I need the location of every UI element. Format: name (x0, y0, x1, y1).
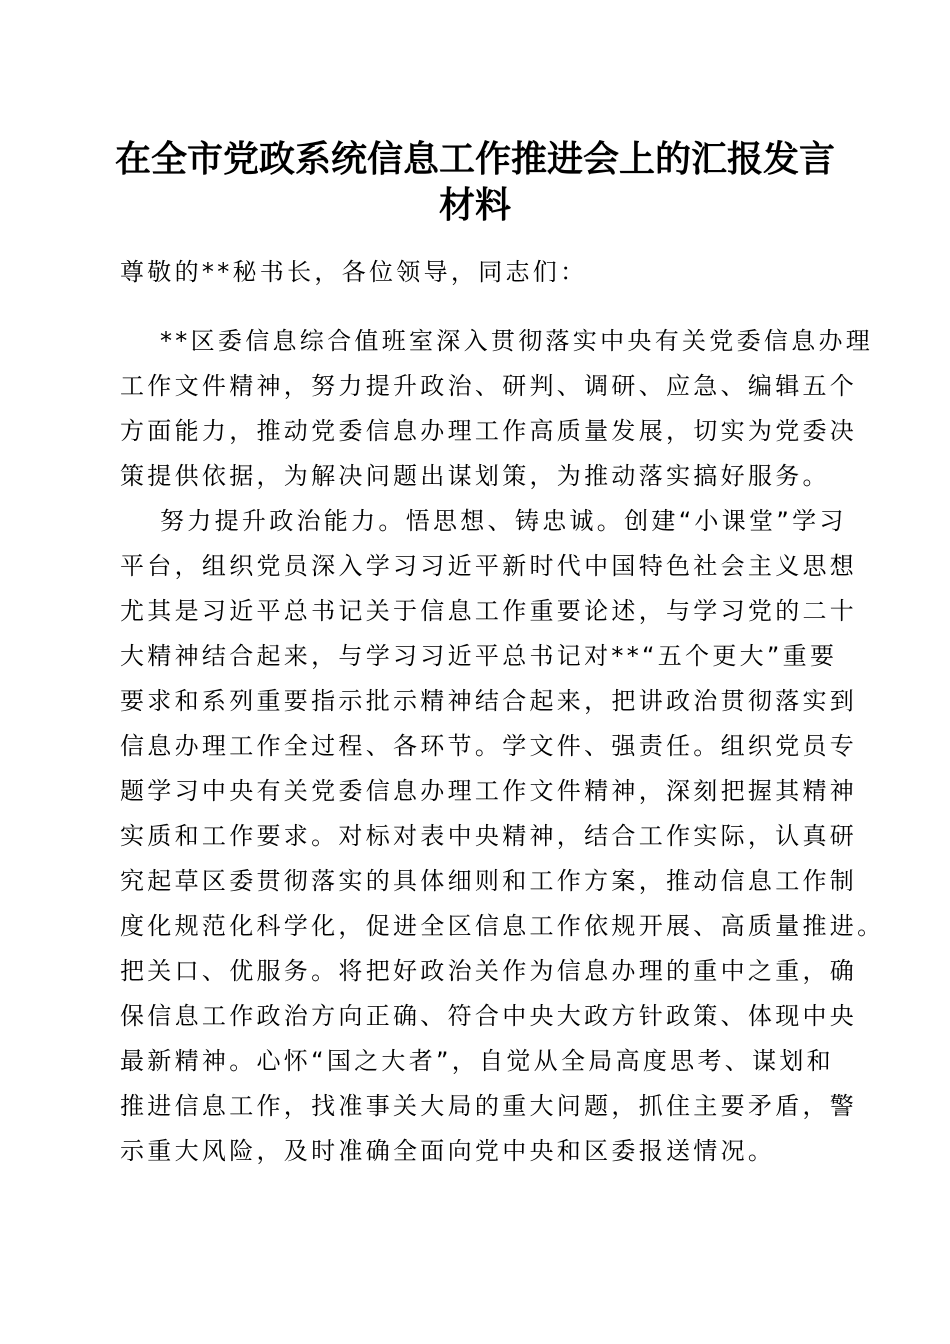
body-line: 方面能力，推动党委信息办理工作高质量发展，切实为党委决 (120, 417, 858, 445)
body-line: 策提供依据，为解决问题出谋划策，为推动落实搞好服务。 (120, 462, 830, 490)
body-line: 信息办理工作全过程、各环节。学文件、强责任。组织党员专 (120, 732, 858, 760)
document-title-line-2: 材料 (438, 184, 511, 226)
body-line: 推进信息工作，找准事关大局的重大问题，抓住主要矛盾，警 (120, 1092, 858, 1120)
document-title-line-1: 在全市党政系统信息工作推进会上的汇报发言 (114, 138, 835, 180)
body-line: 大精神结合起来，与学习习近平总书记对**“五个更大”重要 (120, 642, 838, 670)
body-line: 保信息工作政治方向正确、符合中央大政方针政策、体现中央 (120, 1002, 858, 1030)
body-line: 尤其是习近平总书记关于信息工作重要论述，与学习党的二十 (120, 597, 858, 625)
body-line: 把关口、优服务。将把好政治关作为信息办理的重中之重，确 (120, 957, 858, 985)
body-line: 要求和系列重要指示批示精神结合起来，把讲政治贯彻落实到 (120, 687, 858, 715)
body-line: **区委信息综合值班室深入贯彻落实中央有关党委信息办理 (160, 327, 874, 355)
body-line: 题学习中央有关党委信息办理工作文件精神，深刻把握其精神 (120, 777, 858, 805)
body-line: 示重大风险，及时准确全面向党中央和区委报送情况。 (120, 1137, 776, 1165)
body-line: 实质和工作要求。对标对表中央精神，结合工作实际，认真研 (120, 822, 858, 850)
body-line: 度化规范化科学化，促进全区信息工作依规开展、高质量推进。 (120, 912, 885, 940)
body-line: 究起草区委贯彻落实的具体细则和工作方案，推动信息工作制 (120, 867, 858, 895)
body-line: 努力提升政治能力。悟思想、铸忠诚。创建“小课堂”学习 (160, 507, 847, 535)
body-line: 平台，组织党员深入学习习近平新时代中国特色社会主义思想 (120, 552, 858, 580)
salutation: 尊敬的**秘书长，各位领导，同志们： (120, 258, 588, 286)
body-line: 最新精神。心怀“国之大者”，自觉从全局高度思考、谋划和 (120, 1047, 834, 1075)
body-line: 工作文件精神，努力提升政治、研判、调研、应急、编辑五个 (120, 372, 858, 400)
